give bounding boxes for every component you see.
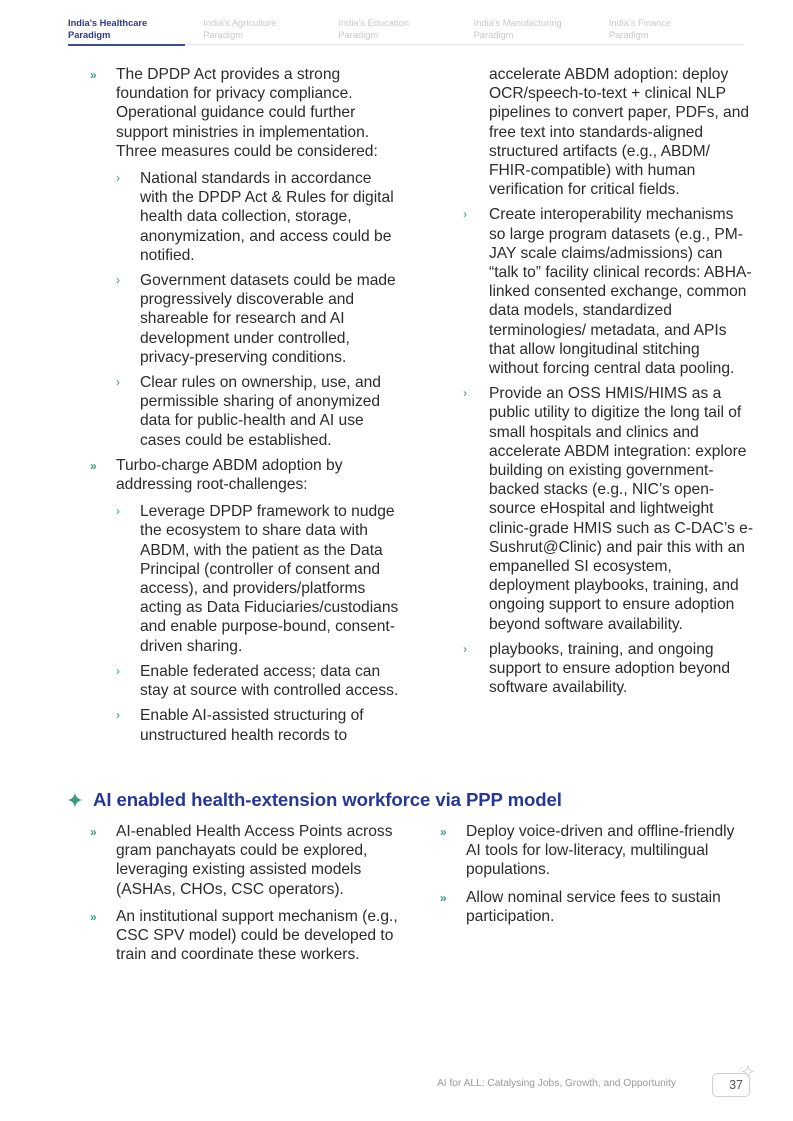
sub-list-item-text: Enable federated access; data can stay at source with controlled access. <box>140 662 399 700</box>
sub-list-item-text: Provide an OSS HMIS/HIMS as a public utility to digitize the long tail of small hospitals and clinics and accelerate ABDM integration: explore building on existing government-backed stacks (e.g., NIC’s open-source eHospital and lightweight clinic-grade HMIS such as C-DAC’s e-Sushrut@Clinic) and pair this with an empanelled SI ecosystem, deployment playbooks, training, and ongoing support to ensure adoption beyond software availability. <box>489 385 754 633</box>
tab-manufacturing[interactable] <box>474 17 609 45</box>
sub-list-item-text: accelerate ABDM adoption: deploy OCR/speech-to-text + clinical NLP pipelines to convert paper, PDFs, and free text into standards-aligned structured artifacts (e.g., ABDM/ FHIR-compatible) with human verification for critical fields. <box>489 66 750 199</box>
sub-list-item-text: National standards in accordance with the DPDP Act & Rules for digital health data collection, storage, anonymization, and access could be notified. <box>140 170 394 264</box>
list-item-text: An institutional support mechanism (e.g., CSC SPV model) could be developed to train and coordinate these workers. <box>116 907 398 964</box>
sub-list-item <box>463 640 753 698</box>
tab-label: Paradigm <box>203 30 243 40</box>
sub-list-item <box>463 205 753 378</box>
section-nav <box>68 17 744 45</box>
chevron-bullet-icon: › <box>463 386 467 401</box>
list-item-text: Deploy voice-driven and offline-friendly AI tools for low-literacy, multilingual populations. <box>466 823 735 879</box>
sub-list-item <box>116 373 400 450</box>
list-item <box>440 888 750 926</box>
section2-left-column <box>90 822 400 970</box>
tab-label: Paradigm <box>68 30 111 40</box>
tab-education[interactable] <box>338 17 473 45</box>
tab-label: Paradigm <box>338 30 379 40</box>
chevron-bullet-icon: › <box>116 273 120 288</box>
chevron-bullet-icon: › <box>116 504 120 519</box>
double-chevron-bullet-icon: » <box>90 68 97 82</box>
section-heading <box>67 789 562 811</box>
section2-right-column <box>440 822 750 932</box>
sub-list-item-text: Enable AI-assisted structuring of unstructured health records to <box>140 707 364 744</box>
section1-left-column <box>90 65 400 751</box>
tab-label: India's Education <box>338 18 409 28</box>
chevron-bullet-icon: › <box>116 171 120 186</box>
footer-title: AI for ALL: Catalysing Jobs, Growth, and Opportunity <box>437 1078 676 1089</box>
double-chevron-bullet-icon: » <box>440 890 447 905</box>
tab-label: India's Finance <box>608 18 672 28</box>
chevron-bullet-icon: › <box>463 207 467 222</box>
section-heading-title: AI enabled health-extension workforce via PPP model <box>93 789 562 810</box>
section1-right-column <box>463 65 753 698</box>
double-chevron-bullet-icon: » <box>90 909 97 924</box>
double-chevron-bullet-icon: » <box>440 825 447 839</box>
chevron-bullet-icon: › <box>116 663 120 678</box>
sub-list-item <box>116 271 400 367</box>
list-item <box>90 456 400 745</box>
list-item-text: Turbo-charge ABDM adoption by addressing root-challenges: <box>116 456 343 494</box>
sparkle-icon <box>737 1065 755 1081</box>
tab-label: Paradigm <box>473 30 514 40</box>
sub-list-item-text: Leverage DPDP framework to nudge the ecosystem to share data with ABDM, with the patient as the Data Principal (controller of consent and access), and providers/platforms acting as Data Fiduciaries/custodians and enable purpose-bound, consent-driven sharing. <box>140 503 399 655</box>
chevron-bullet-icon: › <box>463 641 467 656</box>
list-item <box>90 822 400 899</box>
page-number: 37 <box>712 1073 750 1097</box>
sub-list-item <box>116 662 400 700</box>
tab-label: India's Agriculture <box>203 18 277 28</box>
sub-list-item-text: Government datasets could be made progressively discoverable and shareable for research and AI development under controlled, privacy-preserving conditions. <box>140 272 396 366</box>
tab-finance[interactable] <box>609 17 744 45</box>
double-chevron-bullet-icon: » <box>90 825 97 839</box>
tab-label: India's Healthcare <box>68 18 148 28</box>
tab-agriculture[interactable] <box>203 17 338 45</box>
list-item <box>440 822 750 880</box>
list-item-text: Allow nominal service fees to sustain participation. <box>466 888 721 925</box>
tab-label: Paradigm <box>608 30 649 40</box>
sub-list-item-text: Clear rules on ownership, use, and permissible sharing of anonymized data for public-health and AI use cases could be established. <box>140 374 381 449</box>
chevron-bullet-icon: › <box>116 375 120 390</box>
chevron-bullet-icon: › <box>116 708 120 723</box>
sparkle-star-icon <box>67 792 83 808</box>
sub-list-item <box>116 502 400 656</box>
list-item-text: The DPDP Act provides a strong foundation for privacy compliance. Operational guidance could further support ministries in implementation. Three measures could be considered: <box>116 66 378 160</box>
list-item <box>90 907 400 965</box>
sub-list-item-text: playbooks, training, and ongoing support to ensure adoption beyond software availability. <box>489 640 731 697</box>
double-chevron-bullet-icon: » <box>90 458 97 473</box>
sub-list-item-continuation <box>463 65 753 199</box>
sub-list-item-text: Create interoperability mechanisms so large program datasets (e.g., PM-JAY scale claims/admissions) can “talk to” facility clinical records: ABHA-linked consented exchange, common data models, standardized terminologies/ metadata, and APIs that allow longitudinal stitching without forcing central data pooling. <box>489 206 752 378</box>
tab-healthcare[interactable] <box>68 17 203 45</box>
list-item <box>90 65 400 450</box>
list-item-text: AI-enabled Health Access Points across gram panchayats could be explored, leveraging existing assisted models (ASHAs, CHOs, CSC operators). <box>116 823 393 898</box>
sub-list-item <box>116 169 400 265</box>
sub-list-item <box>463 384 753 634</box>
sub-list-item <box>116 706 400 744</box>
tab-label: India's Manufacturing <box>473 18 562 28</box>
